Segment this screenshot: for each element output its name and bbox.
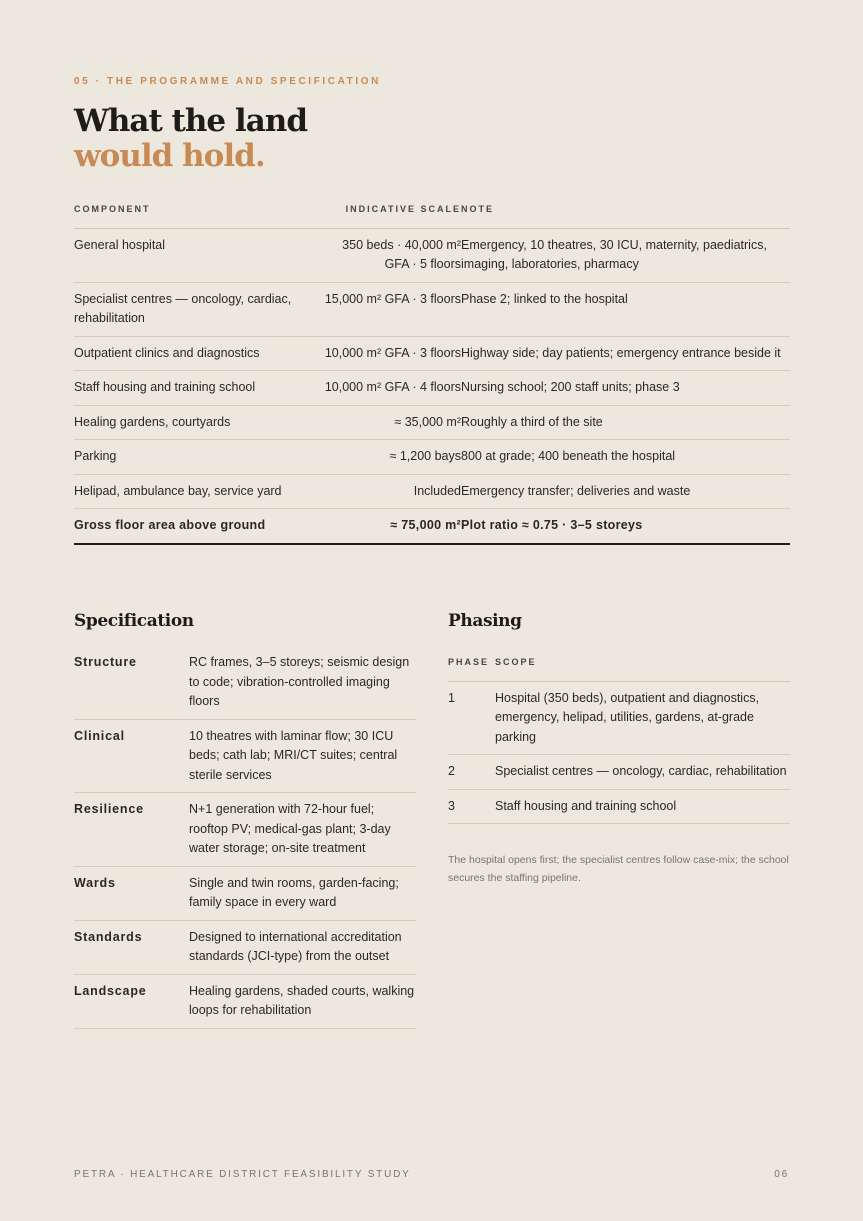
spec-row (74, 793, 416, 867)
section-eyebrow: 05 · THE PROGRAMME AND SPECIFICATION (74, 76, 381, 87)
specification-title: Specification (74, 611, 194, 631)
cell-scale: Included (316, 474, 461, 509)
col-header-phase: PHASE (448, 653, 495, 681)
phasing-title: Phasing (448, 611, 522, 631)
spec-row (74, 646, 416, 719)
cell-total-scale: ≈ 75,000 m² (316, 509, 461, 544)
cell-component: Staff housing and training school (74, 371, 316, 406)
cell-component: Parking (74, 440, 316, 475)
cell-scale: 10,000 m² GFA · 4 floors (316, 371, 461, 406)
page-number: 06 (774, 1169, 789, 1180)
table-row (74, 474, 790, 509)
cell-note: Emergency transfer; deliveries and waste (461, 474, 790, 509)
col-header-component: COMPONENT (74, 200, 316, 228)
cell-scale: 15,000 m² GFA · 3 floors (316, 282, 461, 336)
phasing-header-row (448, 653, 790, 681)
programme-table (74, 200, 790, 545)
spec-row (74, 974, 416, 1028)
phase-scope: Staff housing and training school (495, 789, 790, 824)
page-title (74, 104, 307, 174)
spec-key: Structure (74, 646, 189, 719)
cell-scale: 350 beds · 40,000 m² GFA · 5 floors (316, 228, 461, 282)
spec-key: Standards (74, 920, 189, 974)
cell-scale: 10,000 m² GFA · 3 floors (316, 336, 461, 371)
cell-note: Nursing school; 200 staff units; phase 3 (461, 371, 790, 406)
table-row (74, 282, 790, 336)
phasing-note: The hospital opens first; the specialist centres follow case-mix; the school secures the staffing pipeline. (448, 854, 789, 884)
spec-key: Landscape (74, 974, 189, 1028)
table-row (74, 228, 790, 282)
page-title-line-1: What the land (74, 103, 308, 139)
spec-key: Resilience (74, 793, 189, 867)
table-row (74, 336, 790, 371)
footer-study-title: PETRA · HEALTHCARE DISTRICT FEASIBILITY STUDY (74, 1169, 411, 1180)
cell-note: 800 at grade; 400 beneath the hospital (461, 440, 790, 475)
spec-row (74, 719, 416, 793)
spec-value: Designed to international accreditation standards (JCI-type) from the outset (189, 920, 416, 974)
phase-row (448, 789, 790, 824)
cell-note: Phase 2; linked to the hospital (461, 282, 790, 336)
phase-number: 3 (448, 789, 495, 824)
phase-row (448, 755, 790, 790)
table-row (74, 440, 790, 475)
spec-key: Wards (74, 866, 189, 920)
cell-note: Highway side; day patients; emergency entrance beside it (461, 336, 790, 371)
cell-component: Healing gardens, courtyards (74, 405, 316, 440)
spec-key: Clinical (74, 719, 189, 793)
specification-table (74, 646, 416, 1029)
phase-scope: Hospital (350 beds), outpatient and diagnostics, emergency, helipad, utilities, gardens, at-grade parking (495, 681, 790, 755)
spec-value: RC frames, 3–5 storeys; seismic design to code; vibration-controlled imaging floors (189, 646, 416, 719)
spec-value: Single and twin rooms, garden-facing; family space in every ward (189, 866, 416, 920)
page-title-line-2: would hold. (74, 138, 265, 174)
cell-note: Roughly a third of the site (461, 405, 790, 440)
phase-row (448, 681, 790, 755)
col-header-note: NOTE (461, 200, 790, 228)
table-row (74, 371, 790, 406)
total-row (74, 509, 790, 544)
cell-note: Emergency, 10 theatres, 30 ICU, maternity, paediatrics, imaging, laboratories, pharmacy (461, 228, 790, 282)
spec-row (74, 920, 416, 974)
cell-total-note: Plot ratio ≈ 0.75 · 3–5 storeys (461, 509, 790, 544)
spec-value: 10 theatres with laminar flow; 30 ICU beds; cath lab; MRI/CT suites; central sterile services (189, 719, 416, 793)
cell-scale: ≈ 35,000 m² (316, 405, 461, 440)
cell-component: General hospital (74, 228, 316, 282)
spec-value: Healing gardens, shaded courts, walking loops for rehabilitation (189, 974, 416, 1028)
cell-component: Outpatient clinics and diagnostics (74, 336, 316, 371)
col-header-scope: SCOPE (495, 653, 790, 681)
phasing-table (448, 653, 790, 824)
phase-scope: Specialist centres — oncology, cardiac, rehabilitation (495, 755, 790, 790)
table-row (74, 405, 790, 440)
cell-scale: ≈ 1,200 bays (316, 440, 461, 475)
phase-number: 1 (448, 681, 495, 755)
spec-row (74, 866, 416, 920)
cell-component: Helipad, ambulance bay, service yard (74, 474, 316, 509)
spec-value: N+1 generation with 72-hour fuel; rooftop PV; medical-gas plant; 3-day water storage; on-site treatment (189, 793, 416, 867)
programme-header-row (74, 200, 790, 228)
cell-total-component: Gross floor area above ground (74, 509, 316, 544)
cell-component: Specialist centres — oncology, cardiac, rehabilitation (74, 282, 316, 336)
phase-number: 2 (448, 755, 495, 790)
col-header-scale: INDICATIVE SCALE (316, 200, 461, 228)
page-footer (74, 1169, 789, 1180)
